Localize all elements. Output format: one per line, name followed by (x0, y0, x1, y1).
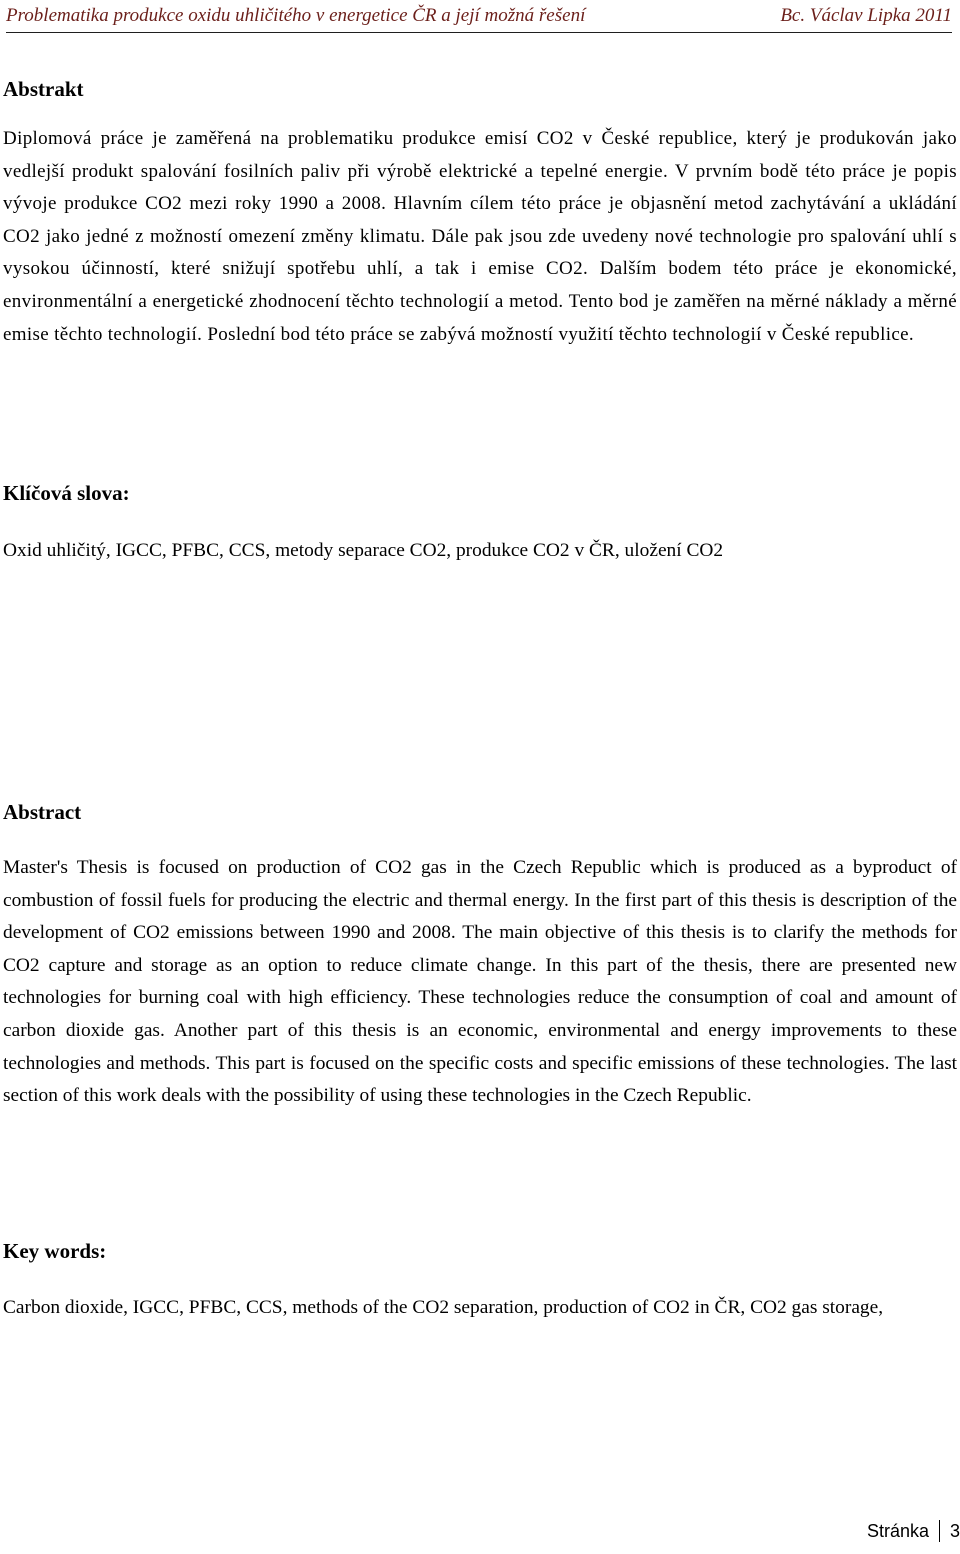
page-footer (867, 1520, 960, 1542)
abstrakt-heading: Abstrakt (3, 77, 84, 101)
klicova-slova-text: Oxid uhličitý, IGCC, PFBC, CCS, metody separace CO2, produkce CO2 v ČR, uložení CO2 (3, 540, 724, 561)
abstrakt-paragraph: Diplomová práce je zaměřená na problematiku produkce emisí CO2 v České republice, který je produkován jako vedlejší produkt spalování fosilních paliv při výrobě elektrické a tepelné energie. V prvním bodě této práce je popis vývoje produkce CO2 mezi roky 1990 a 2008. Hlavním cílem této práce je objasnění metod zachytávání a ukládání CO2 jako jedné z možností omezení změny klimatu. Dále pak jsou zde uvedeny nové technologie pro spalování uhlí s vysokou účinností, které snižují spotřebu uhlí, a tak i emise CO2. Dalším bodem této práce je ekonomické, environmentální a energetické zhodnocení těchto technologií a metod. Tento bod je zaměřen na měrné náklady a měrné emise těchto technologií. Poslední bod této práce se zabývá možností využití těchto technologií v České republice. (3, 128, 957, 345)
header-author: Bc. Václav Lipka 2011 (780, 5, 952, 26)
key-words-text: Carbon dioxide, IGCC, PFBC, CCS, methods of the CO2 separation, production of CO2 in ČR, CO2 gas storage, (3, 1297, 884, 1318)
abstract-paragraph: Master's Thesis is focused on production of CO2 gas in the Czech Republic which is produced as a byproduct of combustion of fossil fuels for producing the electric and thermal energy. In the first part of this thesis is description of the development of CO2 emissions between 1990 and 2008. The main objective of this thesis is to clarify the methods for CO2 capture and storage as an option to reduce climate change. In this part of the thesis, there are presented new technologies for burning coal with high efficiency. These technologies reduce the consumption of coal and amount of carbon dioxide gas. Another part of this thesis is an economic, environmental and energy improvements to these technologies and methods. This part is focused on the specific costs and specific emissions of these technologies. The last section of this work deals with the possibility of using these technologies in the Czech Republic. (3, 857, 957, 1107)
page-header (6, 4, 952, 33)
klicova-slova-heading: Klíčová slova: (3, 481, 130, 505)
footer-divider (939, 1520, 940, 1542)
page-label: Stránka (866, 1520, 929, 1541)
page-number: 3 (949, 1520, 960, 1541)
abstract-heading: Abstract (3, 800, 82, 824)
header-title: Problematika produkce oxidu uhličitého v energetice ČR a její možná řešení (6, 5, 586, 26)
key-words-heading: Key words: (3, 1239, 107, 1263)
